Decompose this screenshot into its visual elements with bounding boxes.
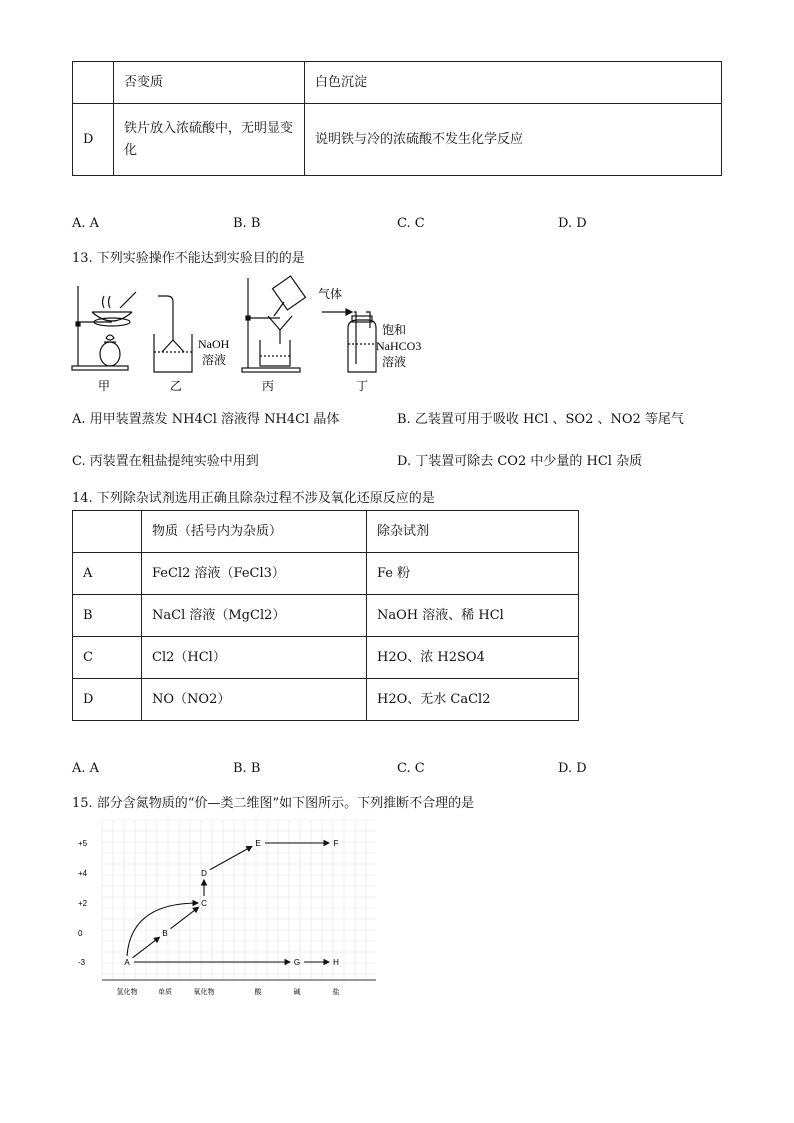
x-tick-label: 碱	[293, 988, 301, 996]
q14-header-substance: 物质（括号内为杂质）	[142, 511, 367, 553]
apparatus-yi	[154, 296, 192, 372]
y-tick-label: 0	[78, 929, 83, 938]
table-row	[73, 637, 579, 679]
q13-option-a[interactable]: A. 用甲装置蒸发 NH4Cl 溶液得 NH4Cl 晶体	[72, 412, 340, 427]
q13-option-d[interactable]: D. 丁装置可除去 CO2 中少量的 HCl 杂质	[397, 454, 643, 469]
x-tick-label: 氢化物	[116, 988, 138, 996]
arrow-D-E	[210, 846, 252, 869]
q14-d-label: D	[73, 679, 142, 721]
table-row	[73, 595, 579, 637]
q14-option-b[interactable]: B. B	[233, 761, 261, 776]
q14-option-d[interactable]: D. D	[558, 761, 587, 776]
q13-option-b[interactable]: B. 乙装置可用于吸收 HCl 、SO2 、NO2 等尾气	[397, 412, 684, 427]
q12-option-b[interactable]: B. B	[233, 216, 261, 231]
q14-option-c[interactable]: C. C	[397, 761, 425, 776]
q12-option-c[interactable]: C. C	[397, 216, 425, 231]
saturated-label: 饱和	[382, 323, 407, 337]
q14-c-reagent: H2O、浓 H2SO4	[367, 637, 579, 679]
point-G: G	[293, 958, 301, 967]
label-jia: 甲	[98, 379, 111, 393]
naoh-label: NaOH	[198, 337, 230, 351]
q14-a-substance: FeCl2 溶液（FeCl3）	[142, 553, 367, 595]
y-tick-label: +4	[78, 869, 88, 878]
q14-b-reagent: NaOH 溶液、稀 HCl	[367, 595, 579, 637]
nahco3-label: NaHCO3	[376, 339, 422, 353]
x-tick-label: 单质	[158, 988, 172, 996]
q14-header-reagent: 除杂试剂	[367, 511, 579, 553]
apparatus-jia	[72, 286, 136, 370]
q15-stem: 15. 部分含氮物质的“价—类二维图”如下图所示。下列推断不合理的是	[72, 796, 475, 811]
apparatus-ding	[322, 309, 376, 372]
q12-row2-label: D	[73, 104, 114, 176]
valence-class-chart	[72, 816, 382, 1000]
point-H: H	[333, 958, 339, 967]
q14-option-a[interactable]: A. A	[72, 761, 100, 776]
q14-d-substance: NO（NO2）	[142, 679, 367, 721]
label-yi: 乙	[170, 379, 183, 393]
point-D: D	[201, 869, 207, 878]
q12-table	[72, 61, 722, 176]
y-tick-label: -3	[78, 958, 86, 967]
x-tick-label: 氧化物	[193, 988, 215, 996]
q12-row2-res: 说明铁与冷的浓硫酸不发生化学反应	[305, 104, 722, 176]
q13-stem: 13. 下列实验操作不能达到实验目的的是	[72, 251, 305, 266]
table-row	[73, 553, 579, 595]
y-tick-label: +5	[78, 839, 88, 848]
arrow-B-C	[171, 907, 199, 928]
q12-row1-exp: 否变质	[114, 62, 305, 104]
table-row	[73, 679, 579, 721]
q14-c-label: C	[73, 637, 142, 679]
q12-row1-label	[73, 62, 114, 104]
point-C: C	[201, 899, 207, 908]
q12-row1-res: 白色沉淀	[305, 62, 722, 104]
q13-option-c[interactable]: C. 丙装置在粗盐提纯实验中用到	[72, 454, 259, 469]
naoh-solution-label: 溶液	[202, 353, 227, 367]
q14-d-reagent: H2O、无水 CaCl2	[367, 679, 579, 721]
q14-a-reagent: Fe 粉	[367, 553, 579, 595]
point-F: F	[333, 839, 339, 848]
point-A: A	[124, 958, 130, 967]
q14-b-label: B	[73, 595, 142, 637]
gas-label: 气体	[318, 287, 343, 301]
q14-table	[72, 510, 579, 721]
x-tick-label: 酸	[254, 988, 262, 996]
q14-header-blank	[73, 511, 142, 553]
q13-apparatus-figure	[70, 272, 430, 400]
x-tick-label: 盐	[332, 988, 340, 996]
q12-option-a[interactable]: A. A	[72, 216, 100, 231]
nahco3-solution-label: 溶液	[382, 355, 407, 369]
q12-option-d[interactable]: D. D	[558, 216, 587, 231]
q12-row2-exp: 铁片放入浓硫酸中，无明显变化	[114, 104, 305, 176]
y-tick-label: +2	[78, 899, 88, 908]
apparatus-bing	[242, 276, 305, 372]
q14-stem: 14. 下列除杂试剂选用正确且除杂过程不涉及氧化还原反应的是	[72, 491, 435, 506]
label-bing: 丙	[262, 379, 275, 393]
q14-b-substance: NaCl 溶液（MgCl2）	[142, 595, 367, 637]
label-ding: 丁	[356, 379, 369, 393]
q14-a-label: A	[73, 553, 142, 595]
point-B: B	[162, 929, 168, 938]
point-E: E	[255, 839, 261, 848]
q14-c-substance: Cl2（HCl）	[142, 637, 367, 679]
